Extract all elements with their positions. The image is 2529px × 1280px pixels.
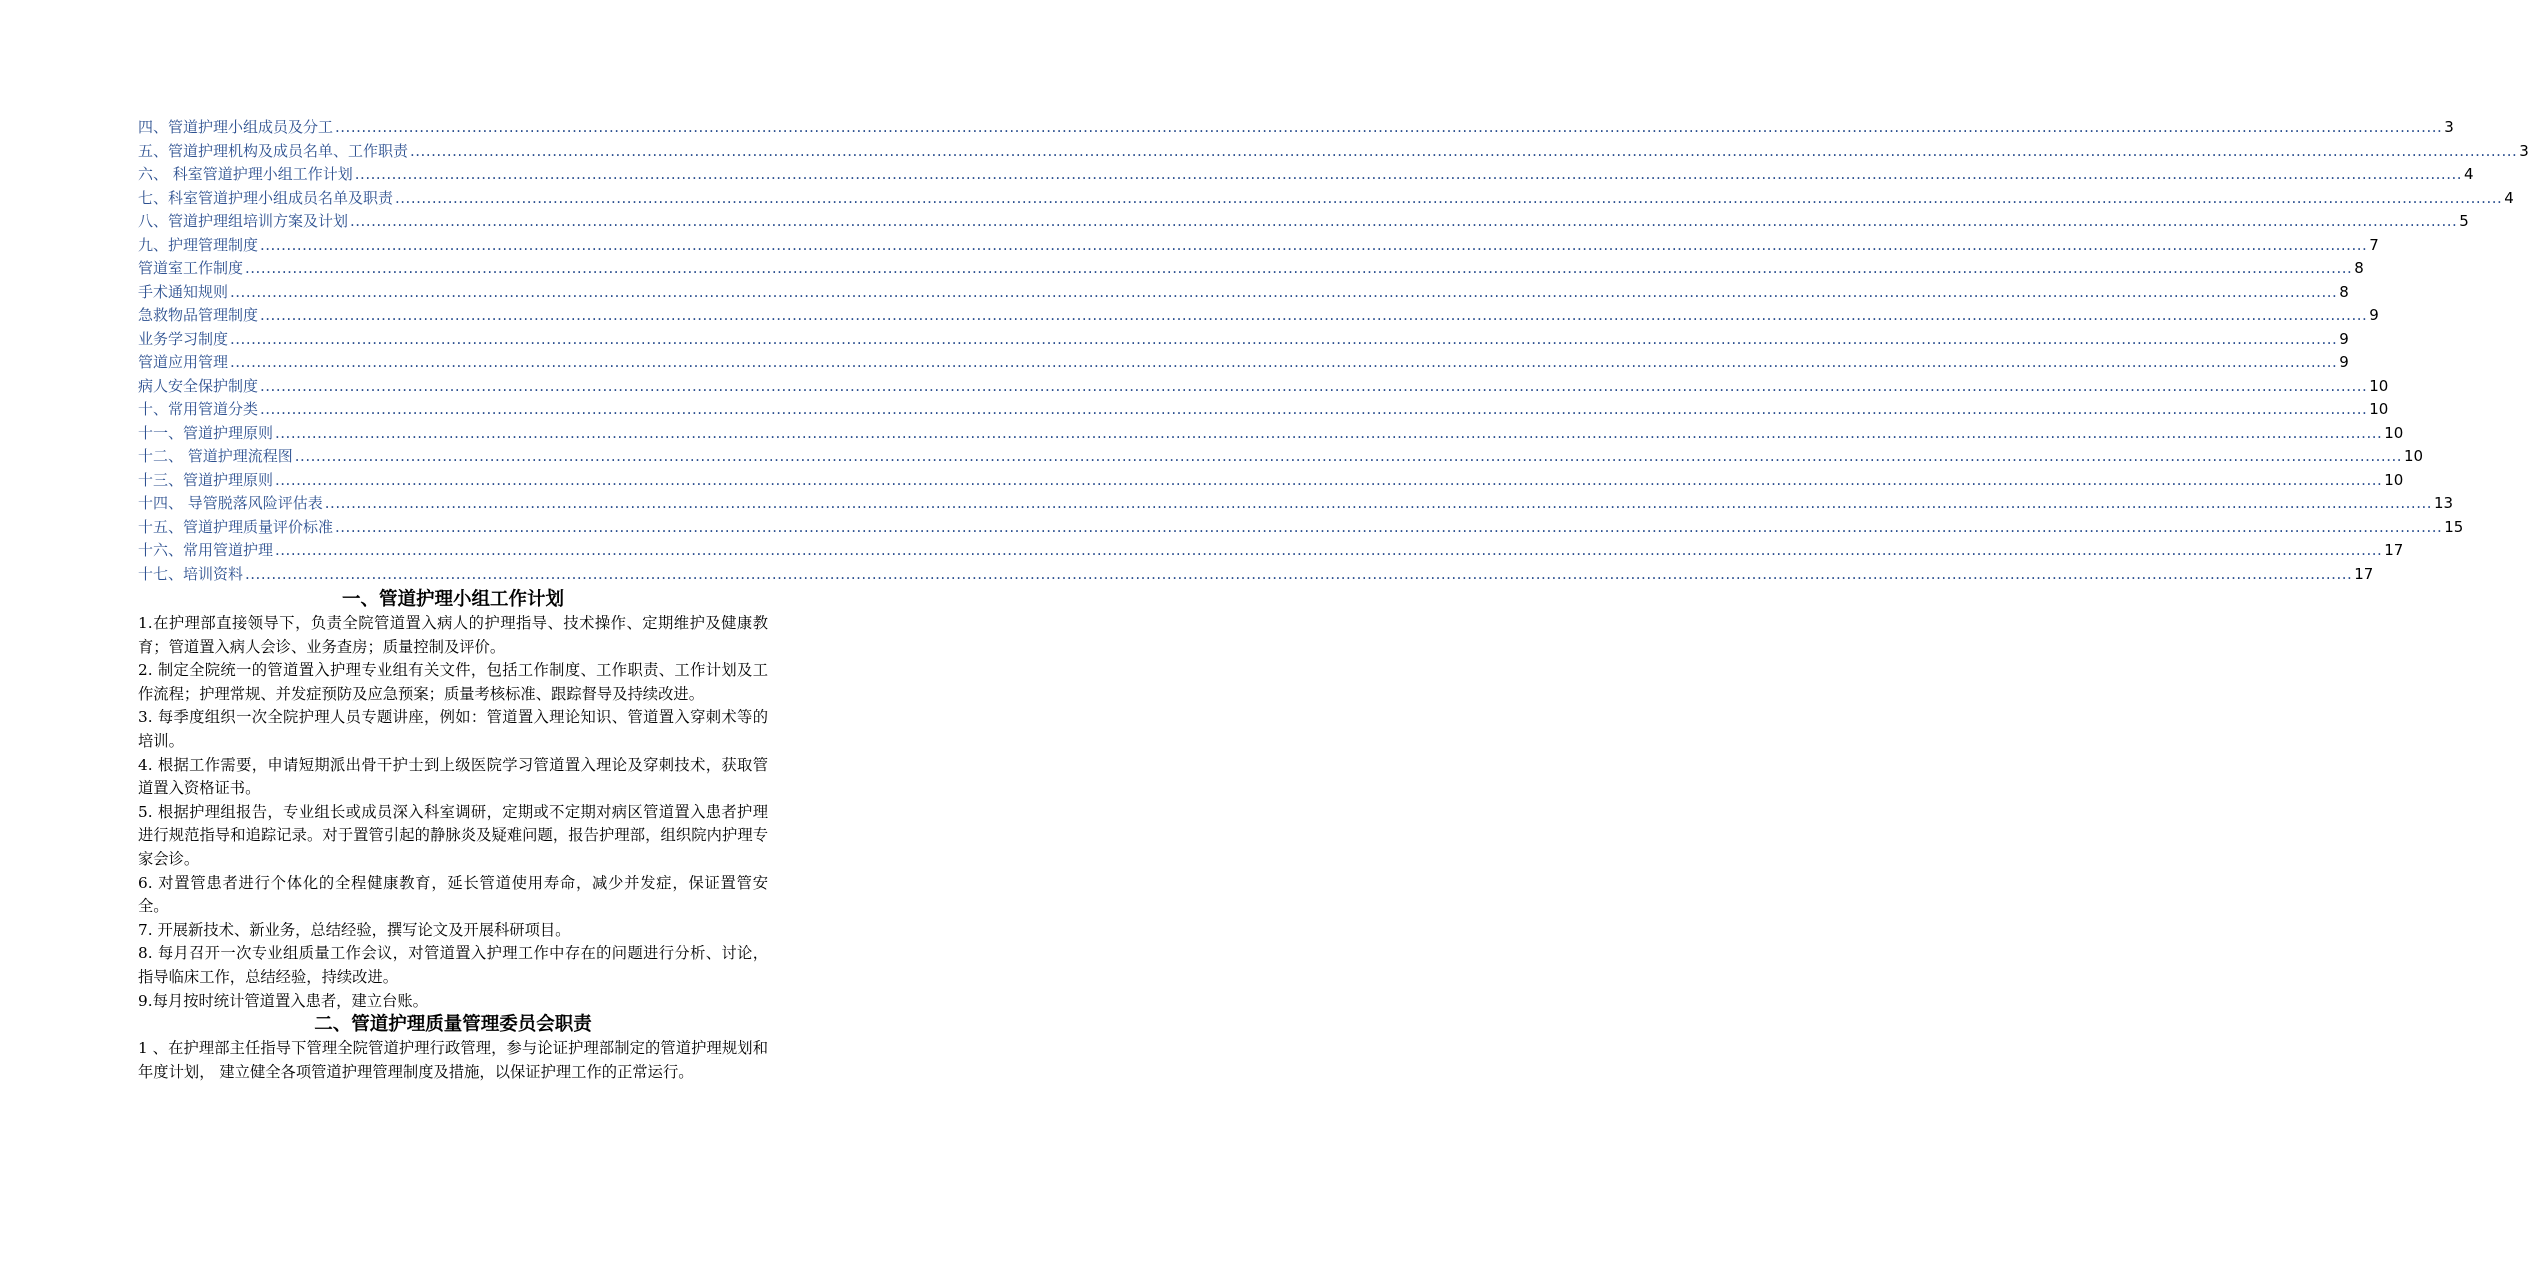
toc-dot-leader: ................................................................................................................................................................................................................................................................................................................................................................................................................ <box>260 376 2368 395</box>
toc-entry[interactable] <box>138 187 2514 211</box>
section-1-body <box>138 612 768 1013</box>
body-paragraph: 9.每月按时统计管道置入患者，建立台账。 <box>138 991 428 1010</box>
toc-dot-leader: ................................................................................................................................................................................................................................................................................................................................................................................................................ <box>260 306 2368 324</box>
toc-entry-title: 五、管道护理机构及成员名单、工作职责 <box>138 141 409 160</box>
toc-entry[interactable] <box>138 563 2374 587</box>
section-1-title: 一、管道护理小组工作计划 <box>341 589 564 610</box>
toc-dot-leader: ................................................................................................................................................................................................................................................................................................................................................................................................................ <box>230 353 2338 371</box>
toc-page-number: 10 <box>2384 423 2404 442</box>
toc-entry-title: 十五、管道护理质量评价标准 <box>138 517 334 536</box>
toc-entry-title: 十六、常用管道护理 <box>138 541 274 559</box>
toc-entry[interactable] <box>138 351 2349 375</box>
toc-entry[interactable] <box>138 492 2454 516</box>
toc-entry[interactable] <box>138 234 2379 258</box>
toc-entry[interactable] <box>138 539 2404 563</box>
toc-entry[interactable] <box>138 398 2389 422</box>
toc-page-number: 17 <box>2354 564 2374 583</box>
toc-dot-leader: ................................................................................................................................................................................................................................................................................................................................................................................................................ <box>230 329 2338 348</box>
body-paragraph: 6. 对置管患者进行个体化的全程健康教育，延长管道使用寿命，减少并发症，保证置管安全。 <box>138 873 768 916</box>
toc-dot-leader: ................................................................................................................................................................................................................................................................................................................................................................................................................ <box>245 564 2353 583</box>
toc-entry[interactable] <box>138 257 2364 281</box>
toc-page-number: 10 <box>2404 447 2424 465</box>
toc-entry[interactable] <box>138 375 2389 399</box>
toc-page-number: 9 <box>2369 306 2379 324</box>
toc-dot-leader: ................................................................................................................................................................................................................................................................................................................................................................................................................ <box>245 259 2353 277</box>
toc-dot-leader: ................................................................................................................................................................................................................................................................................................................................................................................................................ <box>354 165 2463 183</box>
toc-dot-leader: ................................................................................................................................................................................................................................................................................................................................................................................................................ <box>260 235 2368 254</box>
body-paragraph: 2. 制定全院统一的管道置入护理专业组有关文件，包括工作制度、工作职责、工作计划及工作流程；护理常规、并发症预防及应急预案；质量考核标准、跟踪督导及持续改进。 <box>138 661 768 703</box>
toc-page-number: 13 <box>2434 494 2454 512</box>
toc-page-number: 9 <box>2339 353 2349 371</box>
toc-entry-title: 四、管道护理小组成员及分工 <box>138 118 334 136</box>
toc-dot-leader: ................................................................................................................................................................................................................................................................................................................................................................................................................ <box>275 470 2383 489</box>
toc-entry[interactable] <box>138 304 2379 328</box>
document-page <box>138 116 2529 1084</box>
body-paragraph: 7. 开展新技术、新业务，总结经验，撰写论文及开展科研项目。 <box>138 920 571 939</box>
toc-entry-title: 十二、 管道护理流程图 <box>138 447 293 465</box>
toc-page-number: 4 <box>2464 165 2474 183</box>
toc-entry-title: 六、 科室管道护理小组工作计划 <box>138 165 353 183</box>
toc-entry[interactable] <box>138 445 2424 469</box>
toc-entry-title: 八、管道护理组培训方案及计划 <box>138 212 349 230</box>
section-2-title: 二、管道护理质量管理委员会职责 <box>314 1014 592 1036</box>
toc-entry-title: 十一、管道护理原则 <box>138 423 274 442</box>
toc-dot-leader: ................................................................................................................................................................................................................................................................................................................................................................................................................ <box>230 282 2338 301</box>
toc-entry-title: 管道应用管理 <box>138 353 229 371</box>
toc-entry[interactable] <box>138 163 2474 187</box>
toc-page-number: 15 <box>2444 517 2464 536</box>
toc-page-number: 17 <box>2384 541 2404 559</box>
toc-entry-title: 急救物品管理制度 <box>138 306 259 324</box>
toc-entry[interactable] <box>138 210 2469 234</box>
toc-page-number: 8 <box>2339 282 2349 301</box>
toc-entry-title: 十四、 导管脱落风险评估表 <box>138 494 323 512</box>
toc-entry[interactable] <box>138 328 2349 352</box>
toc-entry[interactable] <box>138 516 2464 540</box>
toc-entry-title: 业务学习制度 <box>138 329 229 348</box>
toc-entry-title: 十七、培训资料 <box>138 564 244 583</box>
body-paragraph: 4. 根据工作需要，申请短期派出骨干护士到上级医院学习管道置入理论及穿刺技术，获取管道置入资格证书。 <box>138 755 768 798</box>
toc-page-number: 10 <box>2384 470 2404 489</box>
toc-page-number: 8 <box>2354 259 2364 277</box>
body-paragraph: 1 、在护理部主任指导下管理全院管道护理行政管理，参与论证护理部制定的管道护理规划和年度计划， 建立健全各项管道护理管理制度及措施，以保证护理工作的正常运行。 <box>138 1039 768 1081</box>
toc-dot-leader: ................................................................................................................................................................................................................................................................................................................................................................................................................ <box>275 541 2383 559</box>
body-paragraph: 3. 每季度组织一次全院护理人员专题讲座，例如：管道置入理论知识、管道置入穿刺术等的培训。 <box>138 708 768 750</box>
toc-page-number: 10 <box>2369 376 2389 395</box>
body-paragraph: 5. 根据护理组报告，专业组长或成员深入科室调研，定期或不定期对病区管道置入患者护理进行规范指导和追踪记录。对于置管引起的静脉炎及疑难问题，报告护理部，组织院内护理专家会诊。 <box>138 802 768 868</box>
toc-page-number: 3 <box>2519 141 2529 160</box>
toc-page-number: 9 <box>2339 329 2349 348</box>
body-paragraph: 8. 每月召开一次专业组质量工作会议，对管道置入护理工作中存在的问题进行分析、讨论，指导临床工作，总结经验，持续改进。 <box>138 944 768 986</box>
toc-dot-leader: ................................................................................................................................................................................................................................................................................................................................................................................................................ <box>260 400 2368 418</box>
toc-dot-leader: ................................................................................................................................................................................................................................................................................................................................................................................................................ <box>335 517 2443 536</box>
toc-page-number: 7 <box>2369 235 2379 254</box>
toc-entry[interactable] <box>138 116 2454 140</box>
toc-entry-title: 九、护理管理制度 <box>138 235 259 254</box>
toc-entry-title: 病人安全保护制度 <box>138 376 259 395</box>
toc-dot-leader: ................................................................................................................................................................................................................................................................................................................................................................................................................ <box>294 447 2403 465</box>
toc-entry[interactable] <box>138 140 2529 164</box>
toc-dot-leader: ................................................................................................................................................................................................................................................................................................................................................................................................................ <box>410 141 2518 160</box>
toc-dot-leader: ................................................................................................................................................................................................................................................................................................................................................................................................................ <box>275 423 2383 442</box>
toc-entry-title: 十、常用管道分类 <box>138 400 259 418</box>
toc-dot-leader: ................................................................................................................................................................................................................................................................................................................................................................................................................ <box>350 212 2458 230</box>
toc-dot-leader: ................................................................................................................................................................................................................................................................................................................................................................................................................ <box>335 118 2443 136</box>
toc-entry-title: 十三、管道护理原则 <box>138 470 274 489</box>
body-paragraph: 1.在护理部直接领导下，负责全院管道置入病人的护理指导、技术操作、定期维护及健康教育；管道置入病人会诊、业务查房；质量控制及评价。 <box>138 614 768 656</box>
toc-entry-title: 手术通知规则 <box>138 282 229 301</box>
table-of-contents <box>138 116 2529 586</box>
toc-page-number: 4 <box>2504 188 2514 207</box>
toc-entry-title: 七、科室管道护理小组成员名单及职责 <box>138 188 394 207</box>
toc-page-number: 5 <box>2459 212 2469 230</box>
toc-entry-title: 管道室工作制度 <box>138 259 244 277</box>
toc-entry[interactable] <box>138 281 2349 305</box>
toc-dot-leader: ................................................................................................................................................................................................................................................................................................................................................................................................................ <box>395 188 2503 207</box>
toc-page-number: 3 <box>2444 118 2454 136</box>
section-2-body <box>138 1037 768 1084</box>
toc-page-number: 10 <box>2369 400 2389 418</box>
toc-entry[interactable] <box>138 469 2404 493</box>
toc-dot-leader: ................................................................................................................................................................................................................................................................................................................................................................................................................ <box>324 494 2433 512</box>
toc-entry[interactable] <box>138 422 2404 446</box>
